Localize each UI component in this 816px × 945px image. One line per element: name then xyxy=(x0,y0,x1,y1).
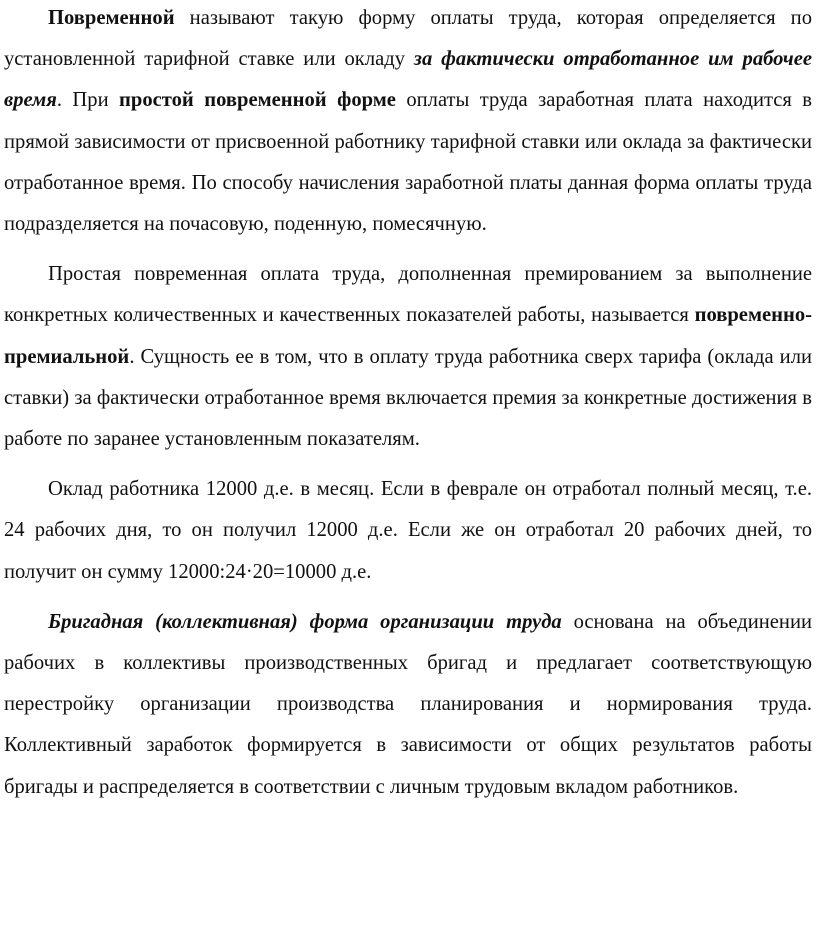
term-simple-time-based: простой повременной форме xyxy=(119,89,396,112)
paragraph-text: оплаты труда заработная плата находится в прямой зависимости от присвоенной работнику тарифной ставки или оклада за фактически отработанное время. По способу начисления заработной платы данная форма оплаты труда подразделяется на почасовую, поденную, помесячную. xyxy=(4,89,812,236)
term-time-based: Повременной xyxy=(48,7,175,29)
paragraph-text: . Сущность ее в том, что в оплату труда работника сверх тарифа (оклада или ставки) за фактически отработанное время включается премия за конкретные достижения в работе по заранее установленным показателям. xyxy=(4,345,812,451)
paragraph-example: Оклад работника 12000 д.е. в месяц. Если в феврале он отработал полный месяц, т.е. 24 рабочих дня, то он получил 12000 д.е. Если же он отработал 20 рабочих дней, то получит он сумму 12000:24·20=10000 д.е. xyxy=(4,478,812,583)
paragraph-text: . При xyxy=(56,89,120,112)
term-brigade-form: Бригадная (коллективная) форма организации труда xyxy=(48,610,562,633)
paragraph-time-bonus-pay xyxy=(4,254,812,460)
paragraph-text: Простая повременная оплата труда, дополненная премированием за выполнение конкретных количественных и качественных показателей работы, называется xyxy=(4,263,812,327)
term-time-bonus: повременно-премиальной xyxy=(4,304,812,368)
paragraph-text: основана на объединении рабочих в коллективы производственных бригад и предлагает соответствующую перестройку организации производства планирования и нормирования труда. Коллективный заработок формируется в зависимости от общих результатов работы бригады и распределяется в соответствии с личным трудовым вкладом работников. xyxy=(4,610,812,798)
paragraph-brigade-form xyxy=(4,602,812,808)
paragraph-text: называют такую форму оплаты труда, которая определяется по установленной тарифной ставке или окладу xyxy=(4,7,812,71)
paragraph-time-based-pay xyxy=(4,0,812,245)
emphasis-actual-time: за фактически отработанное им рабочее время xyxy=(4,48,813,112)
